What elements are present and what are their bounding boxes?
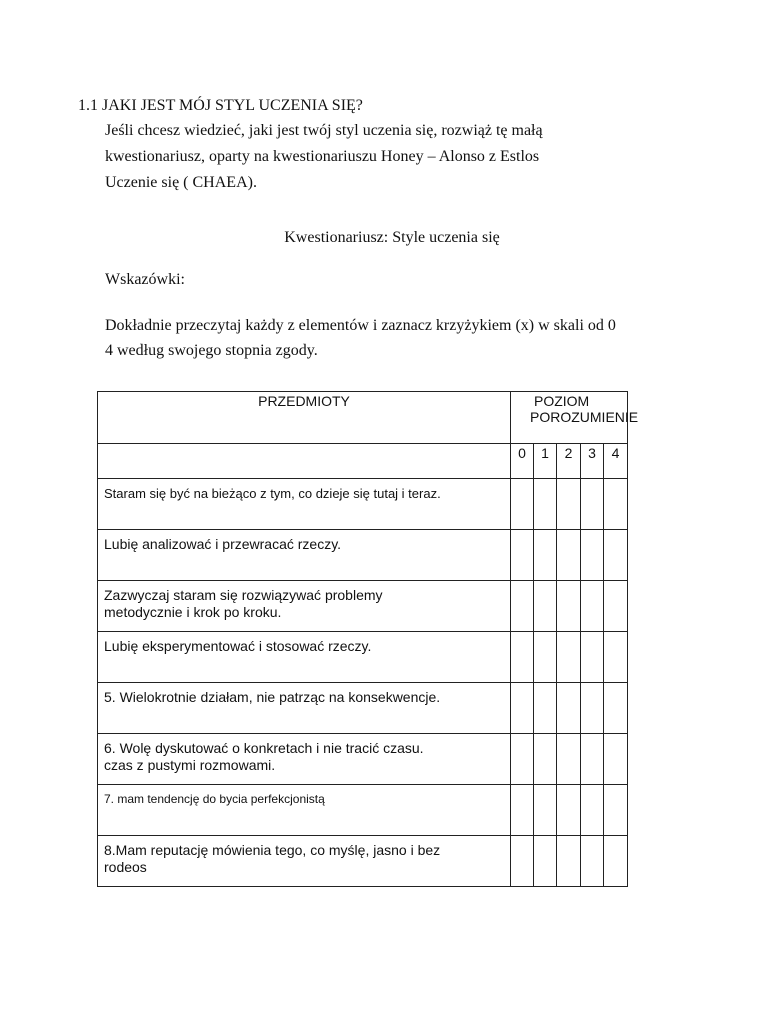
answer-box-1[interactable] [534,785,557,836]
table-row [98,836,628,887]
answer-box-3[interactable] [581,479,604,530]
answer-box-2[interactable] [557,785,581,836]
item-line: Staram się być na bieżąco z tym, co dzieje się tutaj i teraz. [104,486,441,501]
item-line: Lubię eksperymentować i stosować rzeczy. [104,638,372,654]
item-text [98,785,511,836]
item-line: rodeos [104,859,147,875]
item-line: 6. Wolę dyskutować o konkretach i nie tracić czasu. [104,740,424,756]
item-line: 7. mam tendencję do bycia perfekcjonistą [104,792,325,806]
item-line: 5. Wielokrotnie działam, nie patrząc na konsekwencje. [104,689,441,705]
scale-value: 2 [557,444,581,479]
answer-box-2[interactable] [557,836,581,887]
table-row [98,785,628,836]
answer-box-1[interactable] [534,581,557,632]
intro-line: kwestionariusz, oparty na kwestionariuszu Honey – Alonso z Estlos [105,148,540,165]
answer-box-1[interactable] [534,479,557,530]
item-text [98,479,511,530]
answer-box-2[interactable] [557,479,581,530]
answer-box-4[interactable] [604,734,628,785]
answer-box-0[interactable] [511,632,534,683]
instruction-line: Dokładnie przeczytaj każdy z elementów i zaznacz krzyżykiem (x) w skali od 0 [105,317,616,334]
answer-box-4[interactable] [604,530,628,581]
item-line: Zazwyczaj staram się rozwiązywać problemy [104,587,383,603]
scale-value: 3 [581,444,604,479]
table-row [98,530,628,581]
answer-box-4[interactable] [604,785,628,836]
agreement-level-header [511,392,639,444]
table-row [98,683,628,734]
item-line: 8.Mam reputację mówienia tego, co myślę, jasno i bez [104,842,441,858]
answer-box-1[interactable] [534,683,557,734]
instruction-paragraph [105,313,616,363]
answer-box-4[interactable] [604,836,628,887]
item-text [98,836,511,887]
intro-line: Uczenie się ( CHAEA). [105,174,257,191]
item-text [98,734,511,785]
answer-box-2[interactable] [557,734,581,785]
item-text [98,683,511,734]
answer-box-1[interactable] [534,530,557,581]
item-text [98,581,511,632]
questionnaire-table [97,391,639,887]
intro-paragraph [105,118,543,196]
scale-value: 4 [604,444,628,479]
answer-box-4[interactable] [604,581,628,632]
answer-box-3[interactable] [581,581,604,632]
answer-box-0[interactable] [511,479,534,530]
answer-box-2[interactable] [557,530,581,581]
level-header-line: POROZUMIENIE [530,409,639,425]
item-line: Lubię analizować i przewracać rzeczy. [104,536,342,552]
table-row [98,581,628,632]
item-line: czas z pustymi rozmowami. [104,757,276,773]
item-text [98,530,511,581]
answer-box-3[interactable] [581,734,604,785]
table-row [98,632,628,683]
answer-box-2[interactable] [557,581,581,632]
item-line: metodycznie i krok po kroku. [104,604,282,620]
answer-box-2[interactable] [557,683,581,734]
answer-box-0[interactable] [511,530,534,581]
scale-value: 0 [511,444,534,479]
answer-box-0[interactable] [511,581,534,632]
answer-box-3[interactable] [581,632,604,683]
answer-box-0[interactable] [511,683,534,734]
questionnaire-title: Kwestionariusz: Style uczenia się [284,229,500,246]
answer-box-3[interactable] [581,530,604,581]
answer-box-0[interactable] [511,785,534,836]
intro-line: Jeśli chcesz wiedzieć, jaki jest twój styl uczenia się, rozwiąż tę małą [105,122,543,139]
hints-label: Wskazówki: [105,271,185,288]
answer-box-0[interactable] [511,734,534,785]
section-heading: 1.1 JAKI JEST MÓJ STYL UCZENIA SIĘ? [78,97,363,114]
answer-box-4[interactable] [604,683,628,734]
scale-value: 1 [534,444,557,479]
answer-box-3[interactable] [581,785,604,836]
empty-header-cell [98,444,511,479]
answer-box-3[interactable] [581,683,604,734]
table-row [98,734,628,785]
answer-box-0[interactable] [511,836,534,887]
answer-box-1[interactable] [534,632,557,683]
answer-box-2[interactable] [557,632,581,683]
answer-box-4[interactable] [604,479,628,530]
answer-box-4[interactable] [604,632,628,683]
item-text [98,632,511,683]
answer-box-1[interactable] [534,836,557,887]
answer-box-1[interactable] [534,734,557,785]
instruction-line: 4 według swojego stopnia zgody. [105,342,318,359]
table-row [98,479,628,530]
subjects-header: PRZEDMIOTY [98,392,511,444]
level-header-line: POZIOM [534,393,590,409]
answer-box-3[interactable] [581,836,604,887]
